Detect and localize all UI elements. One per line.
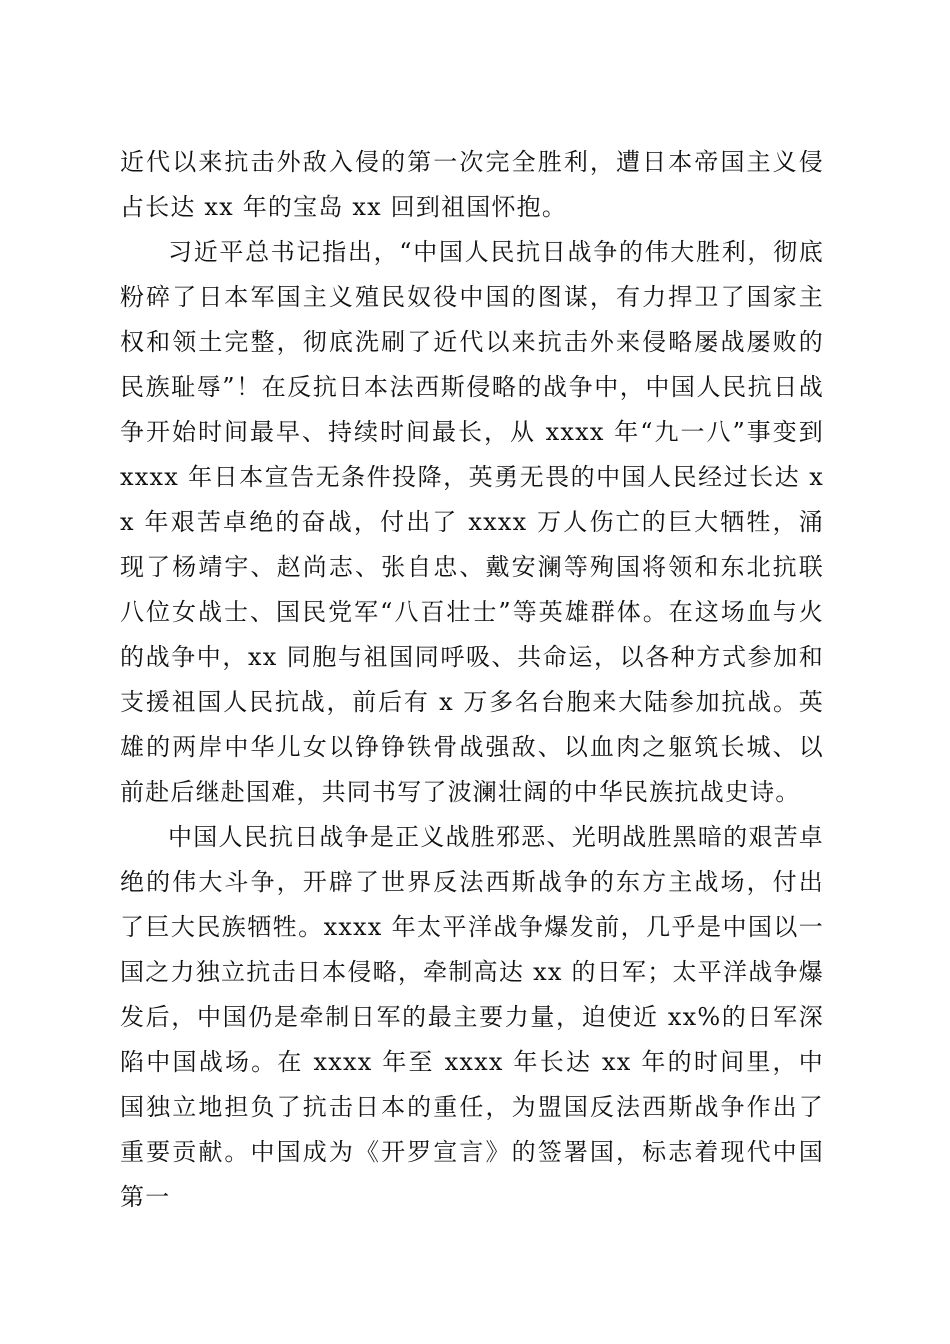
paragraph-eastern-battlefield: 中国人民抗日战争是正义战胜邪恶、光明战胜黑暗的艰苦卓绝的伟大斗争，开辟了世界反法西斯战争的东方主战场，付出了巨大民族牺牲。xxxx 年太平洋战争爆发前，几乎是中国以一国之力独立抗击日本侵略，牵制高达 xx 的日军；太平洋战争爆发后，中国仍是牵制日军的最主要力量，迫使近 xx%的日军深陷中国战场。在 xxxx 年至 xxxx 年长达 xx 年的时间里，中国独立地担负了抗击日本的重任，为盟国反法西斯战争作出了重要贡献。中国成为《开罗宣言》的签署国，标志着现代中国第一: [120, 823, 824, 1211]
document-body: [120, 140, 824, 1220]
paragraph-continuation: 近代以来抗击外敌入侵的第一次完全胜利，遭日本帝国主义侵占长达 xx 年的宝岛 xx 回到祖国怀抱。: [120, 148, 824, 221]
paragraph-xi-quote: 习近平总书记指出，“中国人民抗日战争的伟大胜利，彻底粉碎了日本军国主义殖民奴役中国的图谋，有力捍卫了国家主权和领土完整，彻底洗刷了近代以来抗击外来侵略屡战屡败的民族耻辱”！在反抗日本法西斯侵略的战争中，中国人民抗日战争开始时间最早、持续时间最长，从 xxxx 年“九一八”事变到 xxxx 年日本宣告无条件投降，英勇无畏的中国人民经过长达 xx 年艰苦卓绝的奋战，付出了 xxxx 万人伤亡的巨大牺牲，涌现了杨靖宇、赵尚志、张自忠、戴安澜等殉国将领和东北抗联八位女战士、国民党军“八百壮士”等英雄群体。在这场血与火的战争中，xx 同胞与祖国同呼吸、共命运，以各种方式参加和支援祖国人民抗战，前后有 x 万多名台胞来大陆参加抗战。英雄的两岸中华儿女以铮铮铁骨战强敌、以血肉之躯筑长城、以前赴后继赴国难，共同书写了波澜壮阔的中华民族抗战史诗。: [120, 238, 824, 806]
